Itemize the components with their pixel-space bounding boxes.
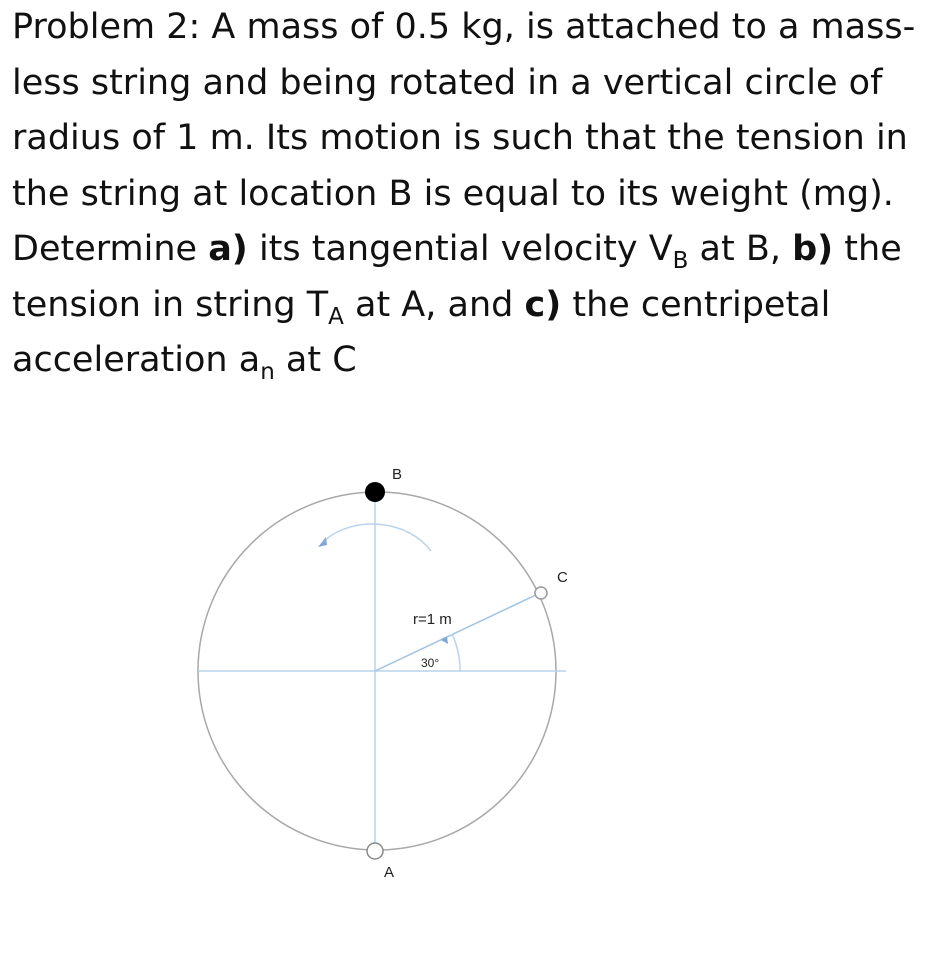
problem-line-3: radius of 1 m. Its motion is such that the tension in	[12, 118, 908, 158]
tension-mid: at A, and	[343, 284, 525, 325]
mass-at-c	[535, 587, 547, 599]
mass-at-a	[367, 843, 383, 859]
part-c-label: c)	[524, 284, 562, 325]
problem-line-1: Problem 2: A mass of 0.5 kg, is attached to a mass-	[12, 7, 916, 47]
angle-arrow-icon	[441, 636, 448, 644]
rotation-direction-arc	[325, 524, 431, 551]
problem-line-4: the string at location B is equal to its weight (mg).	[12, 173, 894, 214]
radius-line	[375, 593, 540, 671]
part-b-label: b)	[792, 229, 834, 269]
label-c: C	[557, 569, 568, 586]
part-a-text: its tangential velocity V	[247, 229, 673, 269]
angle-label: 30°	[421, 656, 440, 670]
tension-text: tension in string T	[12, 284, 329, 325]
part-a-post: at B,	[688, 229, 793, 269]
part-c-text: the centripetal	[561, 284, 831, 325]
acceleration-text: acceleration a	[12, 340, 261, 380]
rotation-arrow-icon	[318, 537, 327, 547]
tension-subscript: A	[328, 303, 344, 330]
part-b-text: the	[833, 229, 902, 269]
angle-arc	[452, 634, 460, 671]
mass-at-b	[365, 482, 385, 502]
acceleration-subscript: n	[260, 359, 275, 385]
label-a: A	[384, 864, 395, 881]
acceleration-post: at C	[274, 340, 357, 380]
label-b: B	[392, 466, 403, 483]
radius-label: r=1 m	[413, 611, 452, 628]
velocity-subscript: B	[672, 248, 689, 274]
part-a-label: a)	[208, 229, 248, 269]
problem-line-2: less string and being rotated in a vertical circle of	[12, 62, 883, 103]
determine-text: Determine	[12, 229, 209, 269]
